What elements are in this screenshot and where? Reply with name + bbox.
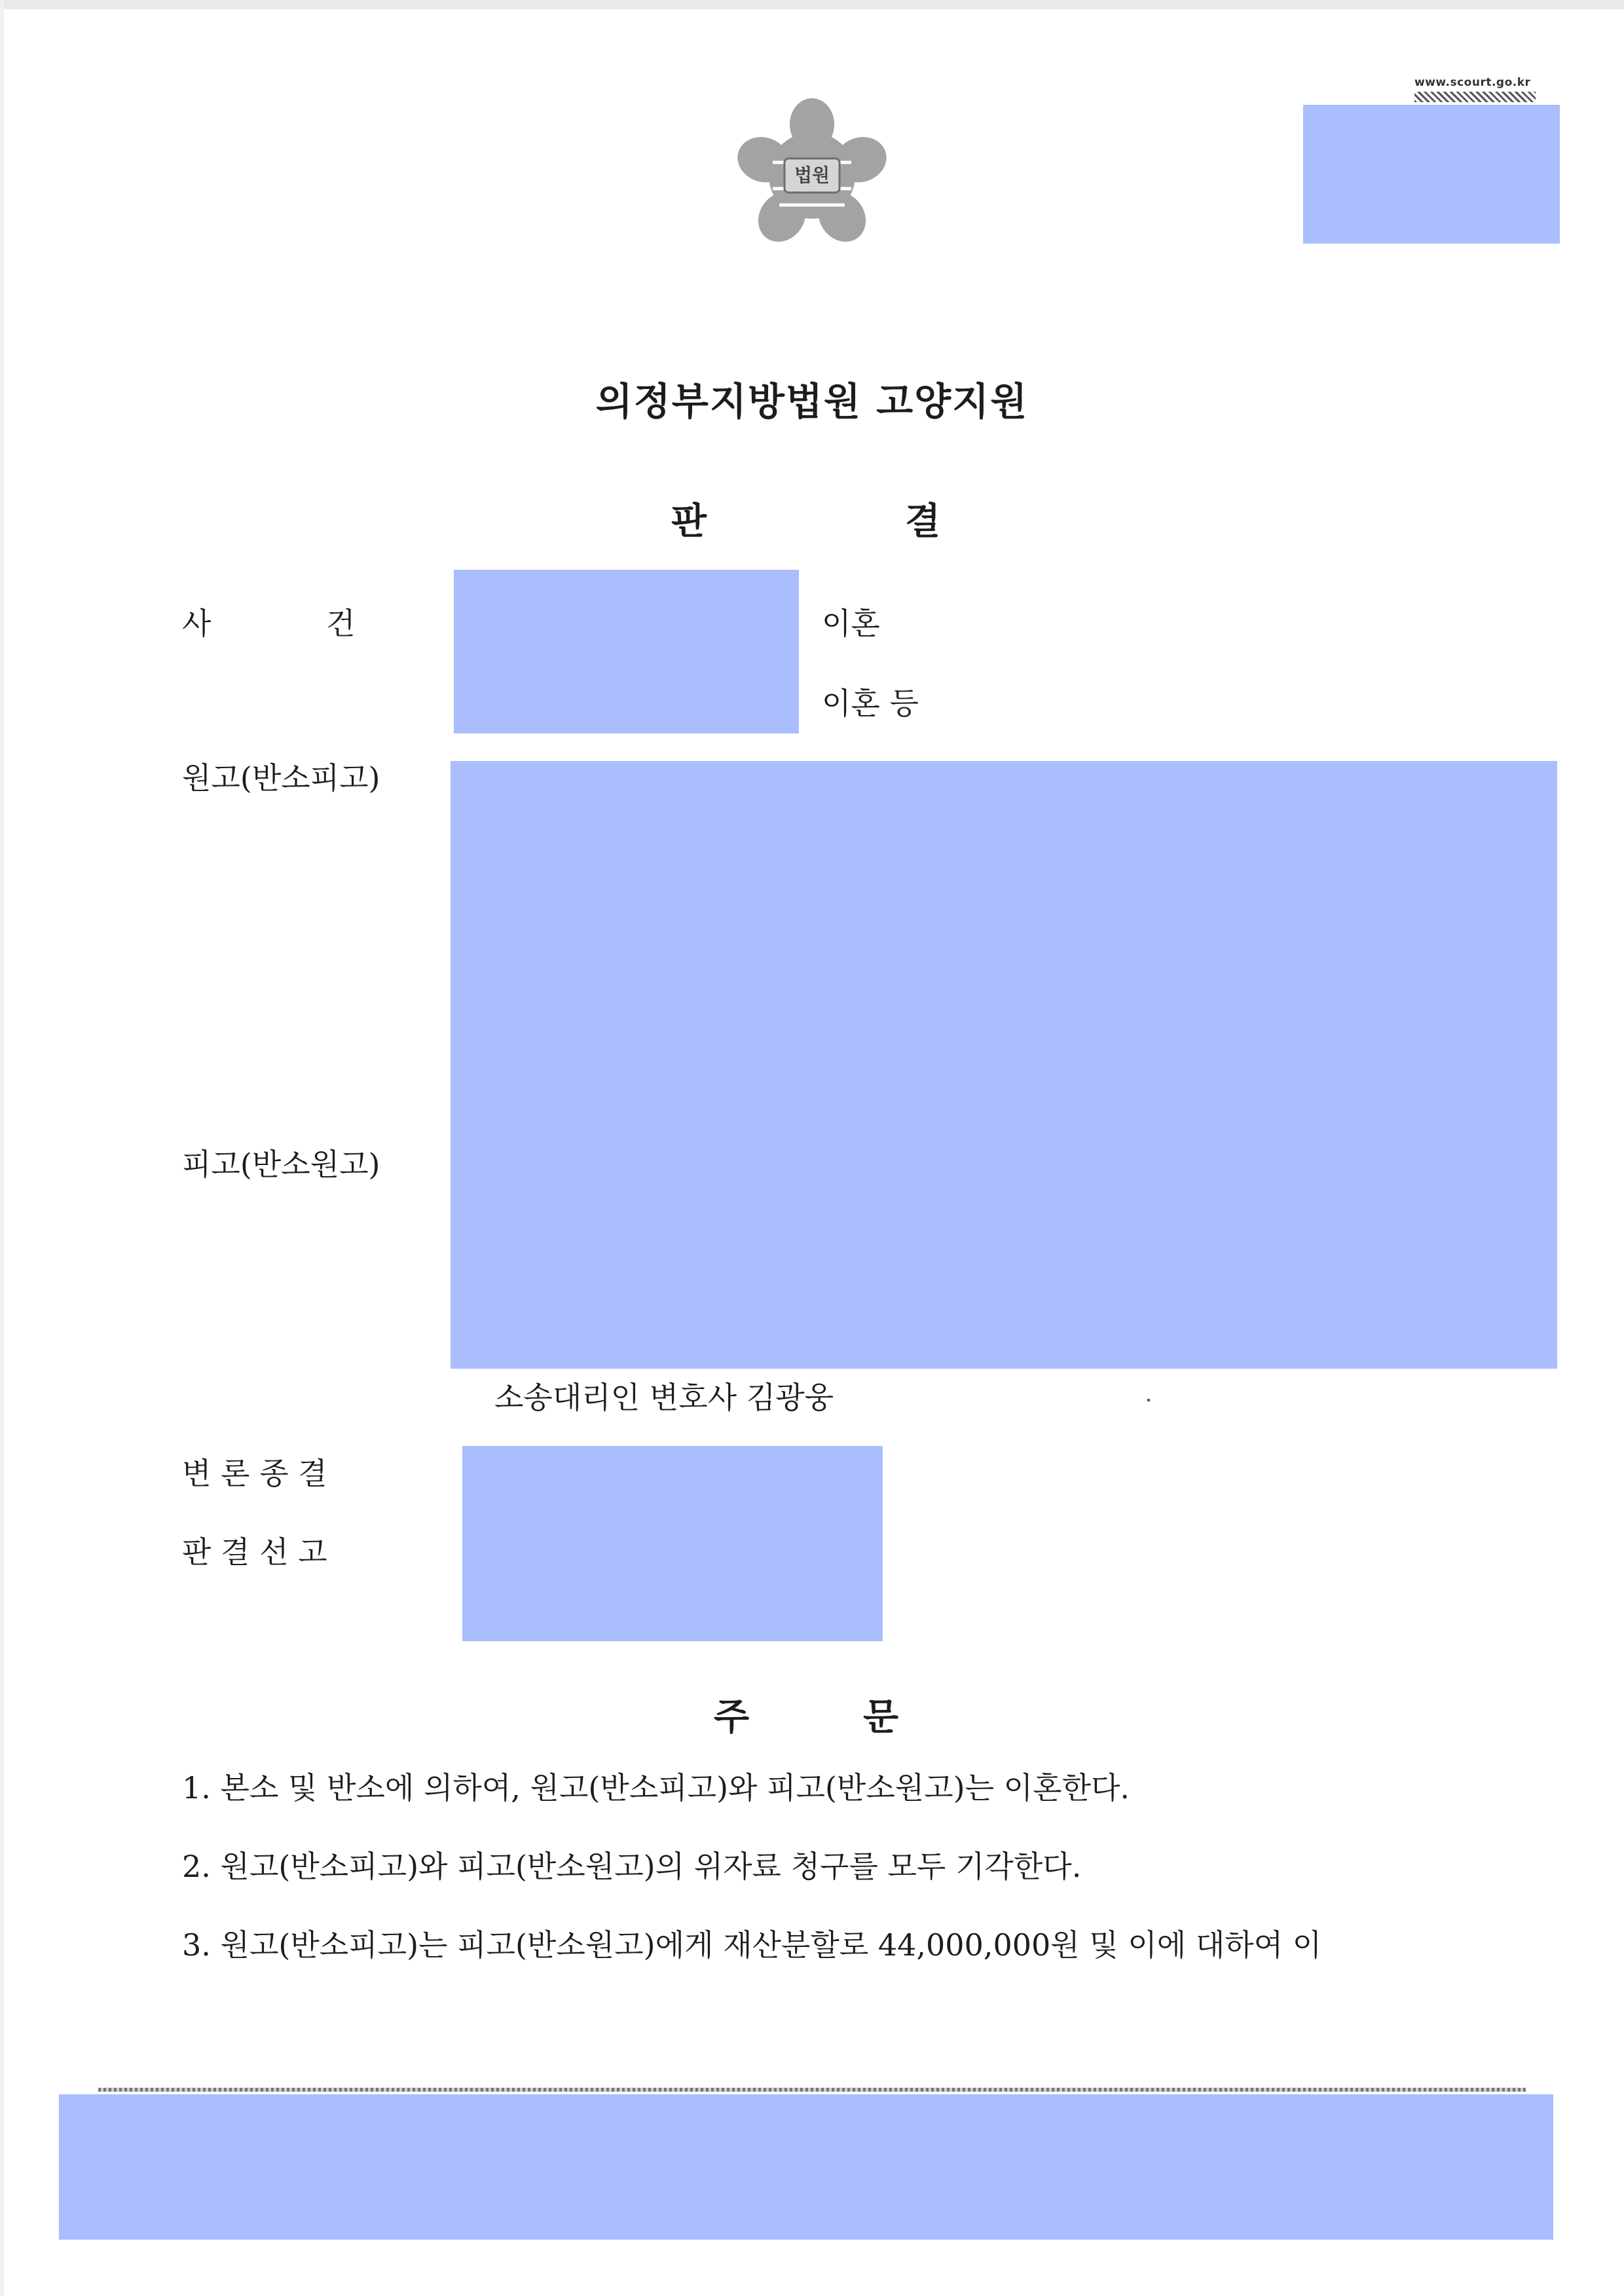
sentence-label: 판 결 선 고 (182, 1534, 327, 1570)
court-name: 의정부지방법원 고양지원 (595, 379, 1029, 424)
redacted-dates (462, 1446, 883, 1641)
redacted-parties (451, 761, 1557, 1369)
case-type-2: 이혼 등 (822, 686, 919, 721)
closing-label: 변 론 종 결 (182, 1456, 327, 1491)
title-right: 결 (905, 500, 941, 543)
orders-heading-right: 문 (863, 1696, 899, 1739)
scan-edge-top (0, 0, 1624, 9)
url-stripe-mark (1414, 92, 1536, 102)
redacted-case-number (454, 570, 799, 733)
redacted-footer (59, 2094, 1553, 2240)
order-item-1: 1. 본소 및 반소에 의하여, 원고(반소피고)와 피고(반소원고)는 이혼한다. (182, 1770, 1130, 1805)
site-url: www.scourt.go.kr (1414, 76, 1531, 89)
footer-divider (98, 2088, 1526, 2092)
order-item-3: 3. 원고(반소피고)는 피고(반소원고)에게 재산분할로 44,000,000원 및 이에 대하여 이 (182, 1927, 1322, 1963)
order-item-2: 2. 원고(반소피고)와 피고(반소원고)의 위자료 청구를 모두 기각한다. (182, 1849, 1082, 1884)
attorney-name: 소송대리인 변호사 김광웅 (494, 1380, 834, 1415)
speck-mark (1147, 1399, 1150, 1401)
plaintiff-label: 원고(반소피고) (182, 760, 380, 796)
title-left: 판 (671, 500, 707, 543)
defendant-label: 피고(반소원고) (182, 1147, 380, 1182)
orders-list (182, 1768, 1321, 2004)
seal-text: 법원 (794, 164, 830, 186)
orders-heading-left: 주 (714, 1696, 750, 1739)
scan-edge-left (0, 0, 4, 2296)
case-label-geon: 건 (326, 606, 356, 641)
redacted-top-right (1303, 105, 1560, 244)
case-type-1: 이혼 (822, 606, 880, 641)
case-label-sa: 사 (182, 606, 212, 641)
